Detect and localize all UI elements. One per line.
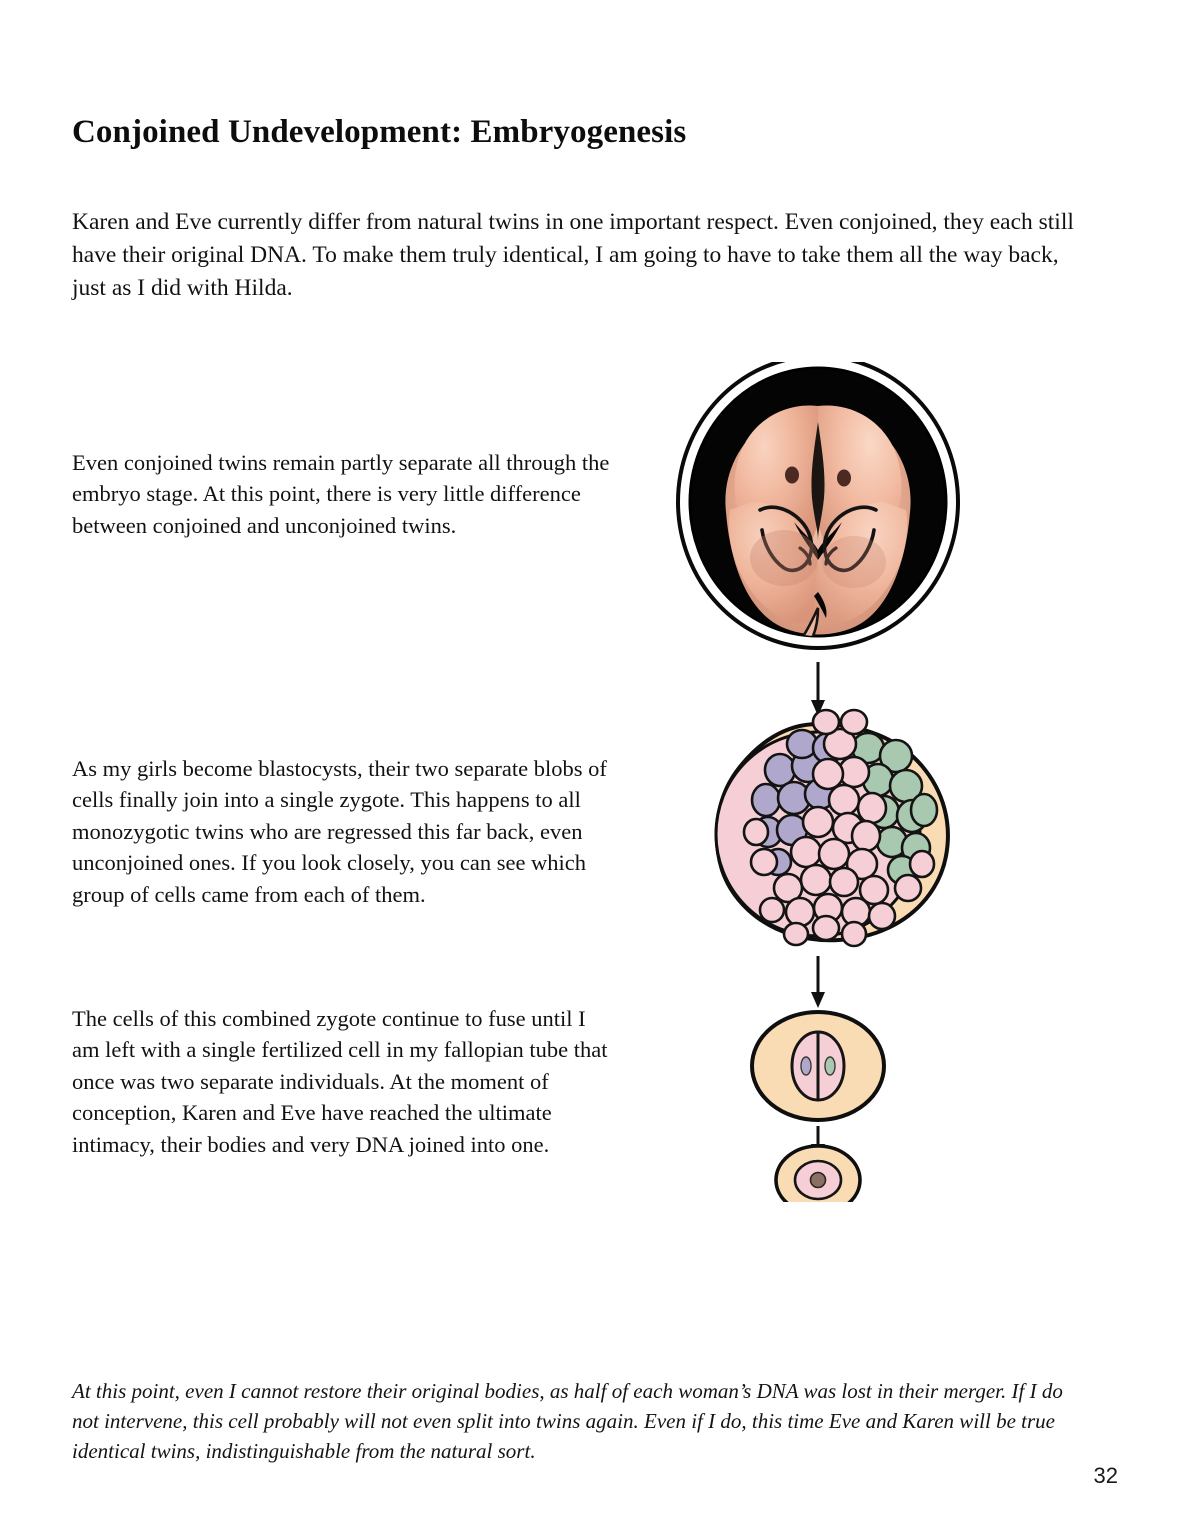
embryo-left-shading: [750, 530, 818, 586]
stage-conjoined-embryo: [678, 362, 958, 663]
arrow-embryo-to-blastocyst: [811, 662, 825, 716]
stage-blastocyst: [716, 710, 948, 946]
embryo-right-shading: [822, 536, 886, 588]
embryo-pair: [725, 405, 910, 663]
caption-blastocyst-stage: As my girls become blastocysts, their two separate blobs of cells finally join into a single zygote. This happens to all monozygotic twins who are regressed this far back, even unconjoined ones. If you look closely, you can see which group of cells came from each of them.: [72, 755, 607, 907]
footnote-text: At this point, even I cannot restore their original bodies, as half of each woman’s DNA was lost in their merger. If I do not intervene, this cell probably will not even split into twins again. Even if I do, this time Eve and Karen will be true identical twins, indistinguishable from the natural sort.: [72, 1379, 1063, 1463]
arrow-blastocyst-to-two-cell: [811, 956, 825, 1008]
embryogenesis-figure: [668, 362, 968, 1202]
embryo-right-eye: [837, 470, 851, 487]
caption-zygote-stage: The cells of this combined zygote continue to fuse until I am left with a single fertilized cell in my fallopian tube that once was two separate individuals. At the moment of conception, Karen and Eve have reached the ultimate intimacy, their bodies and very DNA joined into one.: [72, 1005, 608, 1157]
stage-single-cell: [776, 1146, 860, 1202]
stage-two-cell: [752, 1012, 884, 1120]
caption-embryo-stage: Even conjoined twins remain partly separate all through the embryo stage. At this point, there is very little difference between conjoined and unconjoined twins.: [72, 449, 610, 538]
embryo-left-eye: [785, 467, 799, 484]
page-title: Conjoined Undevelopment: Embryogenesis: [72, 114, 687, 151]
page-number: 32: [1093, 1463, 1118, 1488]
two-cell-right-nucleus: [825, 1057, 835, 1075]
intro-paragraph: Karen and Eve currently differ from natural twins in one important respect. Even conjoined, they each still have their original DNA. To make them truly identical, I am going to have to take them all the way back, just as I did with Hilda.: [72, 208, 1074, 301]
two-cell-left-nucleus: [801, 1057, 811, 1075]
single-cell-nucleus: [811, 1173, 826, 1188]
